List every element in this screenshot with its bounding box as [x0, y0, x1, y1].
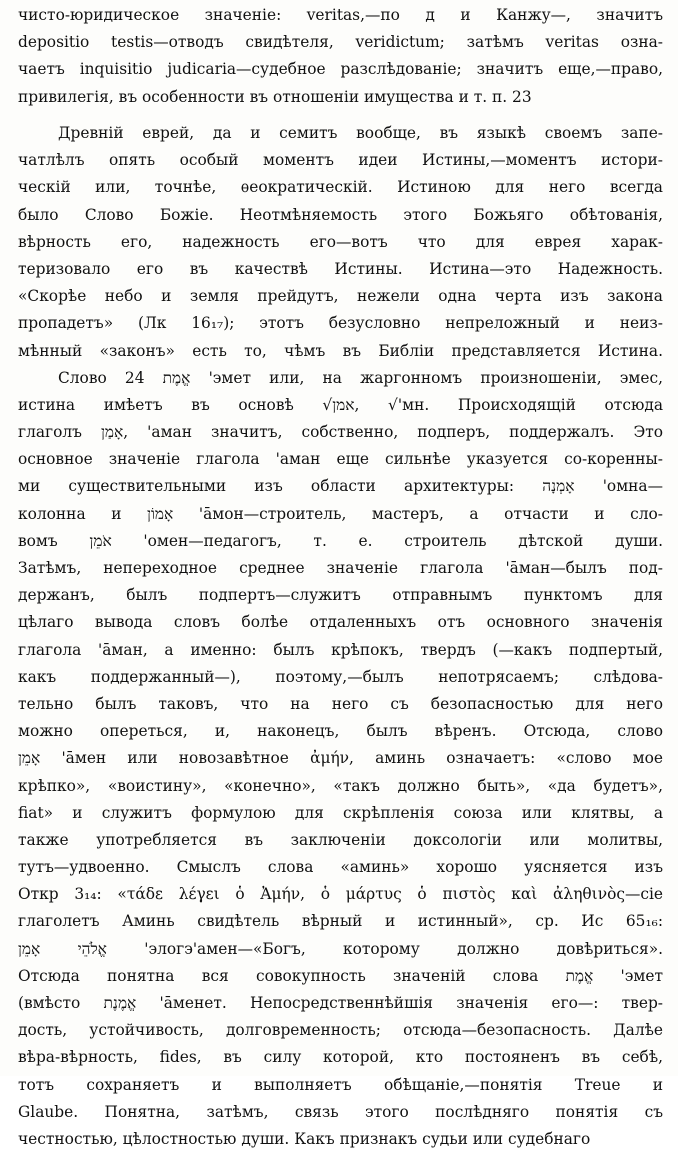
text-line: Отсюда понятна вся совокупность значенiй слова אֱמֶת 'эмет	[18, 966, 663, 985]
text-line: depositio testis—отводъ свидѣтеля, veridictum; затѣмъ veritas озна-	[18, 33, 663, 52]
text-line: также употребляется въ заключенiи доксологiи или молитвы,	[18, 830, 663, 849]
text-line: (вмѣсто אֱמֶנֶת 'āменет. Непосредственнѣйшiя значенiя его—: твер-	[18, 994, 663, 1012]
text-line: глаголетъ Аминь свидѣтель вѣрный и истинный», ср. Ис 65₁₆:	[18, 912, 663, 931]
text-line: אֱלֹהֵי אָמֵן 'элогэ'амен—«Богъ, которому должно довѣриться».	[18, 939, 663, 958]
text-line: Glaube. Понятна, затѣмъ, связь этого послѣдняго понятiя съ	[18, 1102, 663, 1121]
text-line: основное значенiе глагола 'аман еще сильнѣе указуется со-коренны-	[18, 450, 663, 469]
paragraph-hebrew-emet	[18, 120, 663, 1153]
text-line: можно опереться, и, наконецъ, былъ вѣренъ. Отсюда, слово	[18, 722, 663, 741]
text-line: какъ поддержанный—), поэтому,—былъ непотрясаемъ; слѣдова-	[18, 667, 663, 686]
text-line: чаетъ inquisitio judicaria—судебное разслѣдованiе; значитъ еще,—право,	[18, 60, 663, 79]
text-line: пропадетъ» (Лк 16₁₇); этотъ безусловно непреложный и неиз-	[18, 314, 663, 333]
text-line: чатлѣлъ опять особый моментъ идеи Истины,—моментъ истори-	[18, 151, 663, 170]
text-line: привилегiя, въ особенности въ отношенiи имущества и т. п. 23	[18, 87, 532, 106]
text-line: цѣлаго вывода словъ болѣе отдаленныхъ отъ основного значенiя	[18, 613, 663, 632]
text-line: тутъ—удвоенно. Смыслъ слова «аминь» хорошо уясняется изъ	[18, 858, 663, 877]
paragraph-latin-veritas	[18, 2, 663, 111]
text-line: Откр 3₁₄: «τάδε λέγει ὁ Ἀμήν, ὁ μάρτυς ὁ πιστὸς καὶ ἀληθινὸς—сiе	[18, 885, 663, 904]
text-line: глаголъ אָמַן, 'аман значитъ, собственно, подперъ, поддержалъ. Это	[18, 423, 663, 442]
text-line: Слово 24 אֱמֶת 'эмет или, на жаргонномъ произношенiи, эмес,	[58, 368, 663, 387]
text-line: ческiй или, точнѣе, ѳеократическiй. Истиною для него всегда	[18, 178, 663, 197]
text-line: мѣнный «законъ» есть то, чѣмъ въ Библiи представляется Истина.	[18, 341, 663, 360]
text-line: вѣра-вѣрность, fides, въ силу которой, кто постояненъ въ себѣ,	[18, 1048, 663, 1067]
text-line: Древнiй еврей, да и семитъ вообще, въ языкѣ своемъ запе-	[58, 124, 663, 142]
text-line: אָמֵן 'āмен или новозавѣтное ἀμήν, аминь означаетъ: «слово мое	[18, 749, 663, 768]
text-line: истина имѣетъ въ основѣ √אמן, √'мн. Происходящiй отсюда	[18, 395, 663, 414]
text-line: дость, устойчивость, долговременность; отсюда—безопасность. Далѣе	[18, 1021, 663, 1040]
text-line: Затѣмъ, непереходное среднее значенiе глагола 'āман—былъ под-	[18, 559, 663, 577]
text-line: тельно былъ таковъ, что на него съ безопасностью для него	[18, 694, 663, 713]
text-line: fiat» и служитъ формулою для скрѣпленiя союза или клятвы, а	[18, 803, 663, 822]
text-line: держанъ, былъ подпертъ—служитъ отправнымъ пунктомъ для	[18, 586, 663, 605]
text-line: было Слово Божiе. Неотмѣняемость этого Божьяго обѣтованiя,	[18, 205, 663, 224]
text-line: теризовало его въ качествѣ Истины. Истина—это Надежность.	[18, 259, 663, 278]
text-line: честностью, цѣлостностью души. Какъ признакъ судьи или судебнаго	[18, 1129, 591, 1148]
text-line: тотъ сохраняетъ и выполняетъ обѣщанiе,—понятiя Treue и	[18, 1075, 663, 1094]
text-line: вомъ אֹמֵן 'омен—педагогъ, т. е. строитель дѣтской души.	[18, 531, 663, 550]
text-line: вѣрность его, надежность его—вотъ что для еврея харак-	[18, 232, 663, 251]
text-line: «Скорѣе небо и земля прейдутъ, нежели одна черта изъ закона	[18, 287, 663, 306]
text-line: чисто-юридическое значенiе: veritas,—по д и Канжу—, значитъ	[18, 6, 663, 24]
text-line: крѣпко», «воистину», «конечно», «такъ должно быть», «да будетъ»,	[18, 776, 663, 795]
text-line: колонна и אָמוֹן 'āмон—строитель, мастеръ, а отчасти и сло-	[18, 504, 663, 523]
text-line: глагола 'āман, а именно: былъ крѣпокъ, твердъ (—какъ подпертый,	[18, 640, 663, 659]
text-line: ми существительными изъ области архитектуры: אָמְנָה 'омна—	[18, 477, 663, 496]
